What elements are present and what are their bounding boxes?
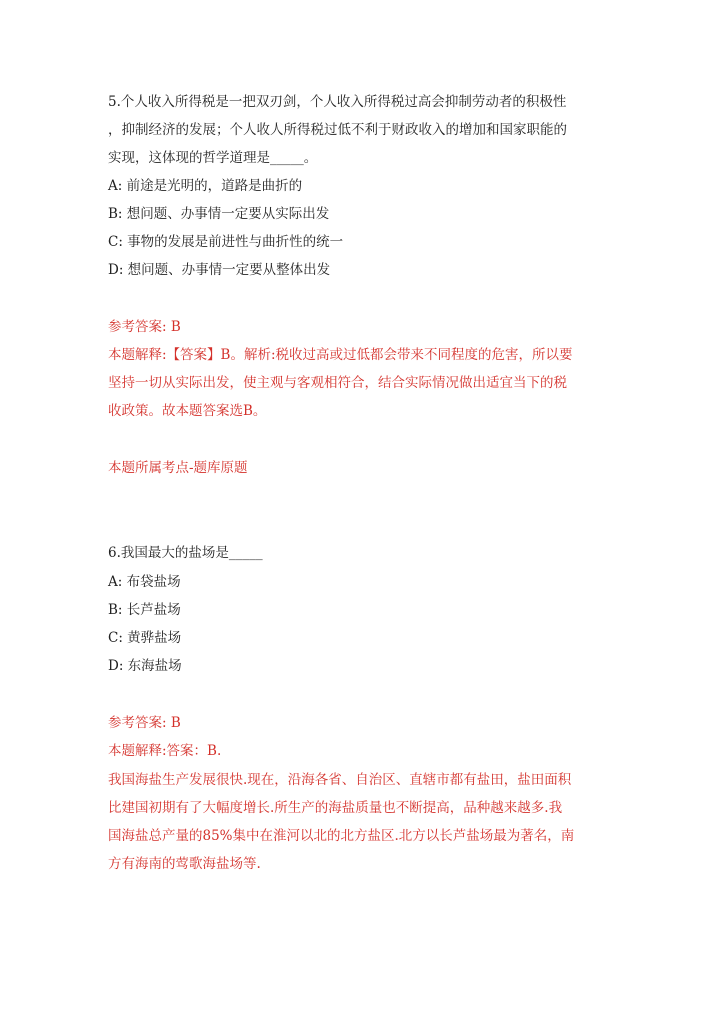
question-stem-line: 实现，这体现的哲学道理是_____。 <box>108 150 318 166</box>
option-d: D: 想问题、办事情一定要从整体出发 <box>108 262 331 278</box>
explanation-line: 收政策。故本题答案选B。 <box>108 403 267 419</box>
option-c: C: 事物的发展是前进性与曲折性的统一 <box>108 234 344 250</box>
reference-answer: 参考答案: B <box>108 319 181 335</box>
explanation-line: 国海盐总产量的85%集中在淮河以北的北方盐区.北方以长芦盐场最为著名，南 <box>108 828 575 844</box>
explanation-line: 本题解释:【答案】B。解析:税收过高或过低都会带来不同程度的危害，所以要 <box>108 347 573 363</box>
reference-answer: 参考答案: B <box>108 715 181 731</box>
explanation-line: 方有海南的莺歌海盐场等. <box>108 856 261 872</box>
option-a: A: 前途是光明的，道路是曲折的 <box>108 178 303 194</box>
option-b: B: 想问题、办事情一定要从实际出发 <box>108 206 330 222</box>
option-c: C: 黄骅盐场 <box>108 630 182 646</box>
option-d: D: 东海盐场 <box>108 658 182 674</box>
question-source: 本题所属考点-题库原题 <box>108 460 248 476</box>
explanation-line: 坚持一切从实际出发，使主观与客观相符合，结合实际情况做出适宜当下的税 <box>108 375 567 391</box>
explanation-line: 我国海盐生产发展很快.现在，沿海各省、自治区、直辖市都有盐田，盐田面积 <box>108 772 572 788</box>
question-stem-line: 5.个人收入所得税是一把双刃剑，个人收入所得税过高会抑制劳动者的积极性 <box>108 94 567 110</box>
option-b: B: 长芦盐场 <box>108 602 181 618</box>
question-stem-line: ，抑制经济的发展；个人收人所得税过低不利于财政收入的增加和国家职能的 <box>108 122 567 138</box>
explanation-line: 本题解释:答案：B. <box>108 743 222 759</box>
explanation-line: 比建国初期有了大幅度增长.所生产的海盐质量也不断提高，品种越来越多.我 <box>108 800 563 816</box>
question-stem-line: 6.我国最大的盐场是_____ <box>108 545 263 561</box>
option-a: A: 布袋盐场 <box>108 574 181 590</box>
